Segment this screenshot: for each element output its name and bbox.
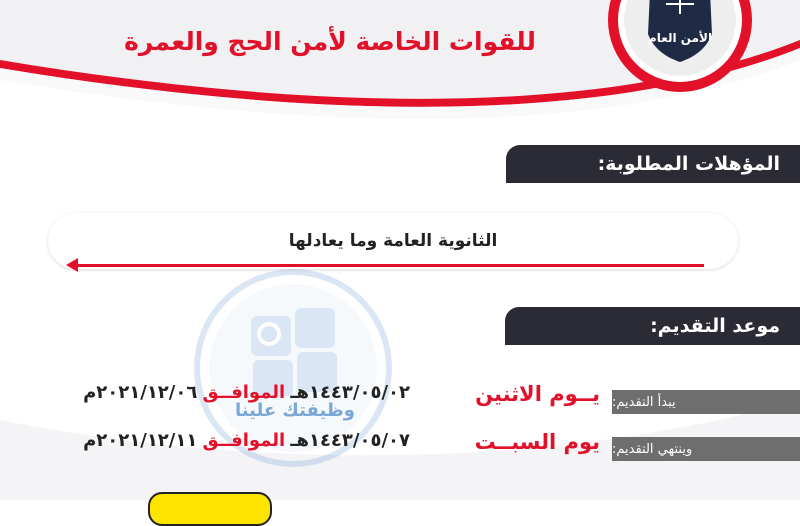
page-title: للقوات الخاصة لأمن الحج والعمرة bbox=[124, 27, 536, 56]
end-corresponds: الموافــق bbox=[202, 430, 286, 451]
end-day: يوم السبــت bbox=[474, 430, 600, 454]
end-label: وينتهي التقديم: bbox=[612, 437, 800, 461]
underline-bar bbox=[74, 264, 704, 267]
start-gregorian: ٢٠٢١/١٢/٠٦م bbox=[83, 382, 198, 403]
logo-text: الأمن العام bbox=[647, 31, 713, 45]
qualifications-heading: المؤهلات المطلوبة: bbox=[506, 145, 800, 183]
start-hijri: ١٤٤٣/٠٥/٠٢هـ bbox=[290, 382, 410, 403]
end-gregorian: ٢٠٢١/١٢/١١م bbox=[83, 430, 198, 451]
apply-button[interactable] bbox=[148, 492, 272, 526]
logo-emblem-icon bbox=[606, 0, 754, 94]
end-hijri: ١٤٤٣/٠٥/٠٧هـ bbox=[290, 430, 410, 451]
application-heading: موعد التقديم: bbox=[505, 307, 800, 345]
start-date bbox=[20, 382, 410, 403]
end-date bbox=[20, 430, 410, 451]
start-corresponds: الموافــق bbox=[202, 382, 286, 403]
start-day: يــوم الاثنين bbox=[475, 382, 600, 406]
arrow-left-icon bbox=[66, 258, 78, 272]
qualification-value: الثانوية العامة وما يعادلها bbox=[48, 213, 738, 269]
watermark-text: وظيفتك علينا bbox=[235, 400, 355, 421]
start-label: يبدأ التقديم: bbox=[612, 390, 800, 414]
